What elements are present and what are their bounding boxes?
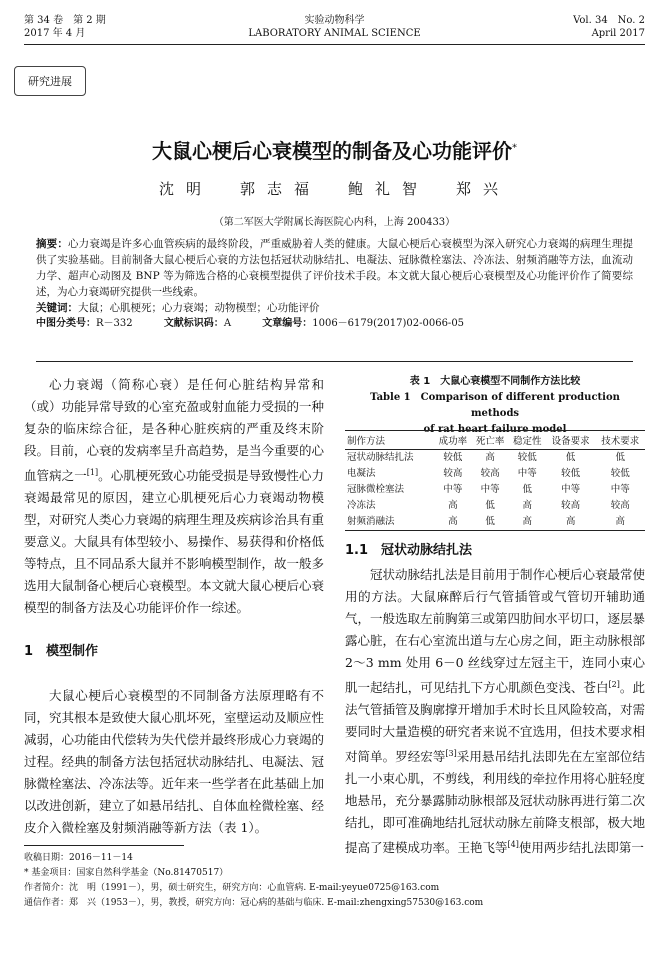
abstract-rule <box>36 361 633 362</box>
affiliation: （第二军医大学附属长海医院心内科，上海 200433） <box>213 217 456 228</box>
table-cell: 低 <box>485 500 495 511</box>
author-bio: 作者简介：沈 明（1991－），男，硕士研究生，研究方向：心血管病. E-mail:yeyue0725@163.com <box>24 883 440 893</box>
table-header-cell: 设备要求 <box>546 431 596 450</box>
ligation-text-d: 使用两步结扎法即第一 <box>518 840 644 856</box>
keywords-text: 大鼠；心肌梗死；心力衰竭；动物模型；心功能评价 <box>78 302 320 314</box>
table-header-cell: 制作方法 <box>345 431 434 450</box>
table-cell: 中等 <box>561 484 581 495</box>
ligation-paragraph <box>345 564 645 859</box>
citation-1[interactable]: [1] <box>86 468 99 477</box>
footnote-rule <box>24 845 184 846</box>
section1-paragraph: 大鼠心梗后心衰模型的不同制备方法原理略有不同，究其根本是致使大鼠心肌坏死，室壁运动及顺应性减弱，心功能由代偿转为失代偿并最终形成心力衰竭的过程。经典的制备方法包括冠状动脉结扎、电凝法、冠脉微栓塞法、冷冻法等。近年来一些学者在此基础上加以改进创新，建立了如悬吊结扎、自体血栓微栓塞、经皮介入微栓塞及射频消融等新方法（表 1）。 <box>24 688 325 836</box>
issue-date: 2017 年 4 月 <box>24 28 86 39</box>
journal-name-en: LABORATORY ANIMAL SCIENCE <box>248 28 421 39</box>
table-cell: 高 <box>522 500 533 511</box>
table-cell: 较高 <box>443 468 463 479</box>
table-cell: 高 <box>485 452 495 463</box>
doc-code-value: A <box>223 318 232 329</box>
table-cell: 低 <box>522 484 533 495</box>
table-header-cell: 成功率 <box>434 431 471 450</box>
article-no-label: 文章编号： <box>262 318 313 329</box>
table-cell: 较低 <box>561 468 581 479</box>
column-tag-label: 研究进展 <box>28 75 72 88</box>
table-cell: 中等 <box>443 484 463 495</box>
section-heading-1-1: 1.1 冠状动脉结扎法 <box>345 543 473 558</box>
table-cell: 电凝法 <box>347 468 376 479</box>
abstract <box>36 236 633 332</box>
header-rule <box>24 44 645 45</box>
article-title <box>0 135 669 164</box>
table-cell: 较低 <box>517 452 537 463</box>
table-cell: 中等 <box>610 484 630 495</box>
table-row <box>345 450 645 467</box>
table-cell: 低 <box>615 452 625 463</box>
issue-date-en: April 2017 <box>591 28 645 39</box>
table-cell: 高 <box>595 514 645 531</box>
ligation-text-c: 采用悬吊结扎法即先在左室部位结扎一小束心肌，不剪线，利用线的牵拉作用将心脏轻度地悬吊，充分暴露肺动脉根部及冠状动脉再进行第二次结扎，即可准确地结扎冠状动脉左前降支根部，极大地提高了建模成功率。王艳飞等 <box>345 749 646 856</box>
table-cell: 高 <box>546 514 596 531</box>
journal-name-cn: 实验动物科学 <box>304 15 365 26</box>
table-cell: 低 <box>565 452 576 463</box>
classification-line <box>36 316 633 332</box>
volume-issue-en: Vol. 34 No. 2 <box>573 15 645 26</box>
corresponding-author: 通信作者：郑 兴（1953－），男，教授，研究方向：冠心病的基础与临床. E-mail:zhengxing57530@163.com <box>24 898 484 908</box>
table-cell: 冷冻法 <box>347 500 376 511</box>
table-cell: 较高 <box>610 500 630 511</box>
table1-caption-en2: of rat heart failure model <box>423 424 567 435</box>
section-heading-1: 1 模型制作 <box>24 644 99 660</box>
table1-caption-en1: Table 1 Comparison of different production methods <box>370 392 620 419</box>
abstract-label: 摘要： <box>36 238 68 250</box>
comparison-table <box>345 430 645 531</box>
title-footnote-mark: * <box>512 142 517 154</box>
table-cell: 较低 <box>443 452 463 463</box>
table1-caption-cn: 表 1 大鼠心衰模型不同制作方法比较 <box>409 376 581 387</box>
volume-issue: 第 34 卷 第 2 期 <box>24 15 106 26</box>
table-header-cell: 稳定性 <box>509 431 546 450</box>
citation-3[interactable]: [3] <box>445 749 457 759</box>
table-header-cell: 技术要求 <box>595 431 645 450</box>
table-cell: 高 <box>434 514 471 531</box>
table-header-cell: 死亡率 <box>472 431 509 450</box>
journal-issue-info-en <box>573 14 645 40</box>
table-cell: 中等 <box>517 468 537 479</box>
right-column <box>345 540 645 859</box>
table-cell: 冠状动脉结扎法 <box>347 452 414 463</box>
article-no-value: 1006－6179(2017)02-0066-05 <box>312 318 465 329</box>
citation-4[interactable]: [4] <box>507 840 519 850</box>
table-row <box>345 466 645 482</box>
article-title-text: 大鼠心梗后心衰模型的制备及心功能评价 <box>152 139 512 163</box>
table-cell: 射频消融法 <box>345 514 434 531</box>
table-cell: 中等 <box>480 484 500 495</box>
clc-label: 中图分类号： <box>36 318 96 329</box>
table-cell: 较高 <box>561 500 581 511</box>
footnotes <box>24 851 644 911</box>
fund-info: * 基金项目：国家自然科学基金（No.81470517） <box>24 868 229 878</box>
table-row <box>345 498 645 514</box>
table-cell: 较高 <box>480 468 500 479</box>
table-row <box>345 482 645 498</box>
keywords <box>36 300 633 316</box>
authors: 沈明 郭志福 鲍礼智 郑兴 <box>158 180 510 198</box>
intro-text: 心力衰竭（简称心衰）是任何心脏结构异常和（或）功能异常导致的心室充盈或射血能力受损的一种复杂的临床综合征，是各种心脏疾病的严重及终末阶段。目前，心衰的发病率呈升高趋势，是当今重要的心血管病之一 <box>24 377 325 484</box>
table1 <box>345 430 645 531</box>
clc-value: R－332 <box>96 318 133 329</box>
doc-code-label: 文献标识码： <box>163 318 224 329</box>
intro-text-cont: 。心肌梗死致心功能受损是导致慢性心力衰竭最常见的原因，建立心肌梗死后心力衰竭动物模型，对研究人类心力衰竭的病理生理及疾病诊治具有重要意义。大鼠具有体型较小、易操作、易获得和价格低等特点，且不同品系大鼠并不影响模型制作，故一般多选用大鼠制备心梗后心衰模型。本文就大鼠心梗后心衰模型的制备方法及心功能评价作一综述。 <box>24 468 325 616</box>
column-tag <box>14 66 86 96</box>
citation-2[interactable]: [2] <box>608 680 620 689</box>
table-row <box>345 514 645 531</box>
table1-caption <box>345 374 645 438</box>
table-cell: 低 <box>472 514 509 531</box>
table-cell: 高 <box>448 500 458 511</box>
table-cell: 较低 <box>610 468 630 479</box>
intro-paragraph <box>24 374 324 619</box>
keywords-label: 关键词： <box>36 302 78 314</box>
ligation-text-a: 冠状动脉结扎法是目前用于制作心梗后心衰最常使用的方法。大鼠麻醉后行气管插管或气管切开辅助通气，一般选取左前胸第三或第四肋间水平切口，逐层暴露心脏，在右心室流出道与左心房之间，距主动脉根部 2～3 mm 处用 6－0 丝线穿过左冠主干，连同小束心肌一起结扎，可见结扎下方心肌颜色变浅、苍白 <box>345 567 646 696</box>
received-date: 收稿日期：2016－11－14 <box>24 853 133 863</box>
ligation-text-b: 。此法气管插管及胸廓撑开增加手术时长且风险较高，对需要同时大量造模的研究者来说不宜选用，但技术要求相对简单。罗经宏等 <box>345 680 646 765</box>
table-cell: 冠脉微栓塞法 <box>347 484 405 495</box>
left-column <box>24 374 324 839</box>
table-header-row <box>345 431 645 450</box>
abstract-text: 心力衰竭是许多心血管疾病的最终阶段，严重威胁着人类的健康。大鼠心梗后心衰模型为深入研究心力衰竭的病理生理提供了实验基础。目前制备大鼠心梗后心衰的方法包括冠状动脉结扎、电凝法、冠脉微栓塞法、冷冻法、射频消融等方法，血流动力学、超声心动图及 BNP 等为筛选合格的心衰模型提供了评价技术手段。本文就大鼠心梗后心衰模型及心功能评价作了简要综述，为心力衰竭研究提供一些线索。 <box>36 238 634 298</box>
table-cell: 高 <box>509 514 546 531</box>
journal-name <box>0 14 669 40</box>
